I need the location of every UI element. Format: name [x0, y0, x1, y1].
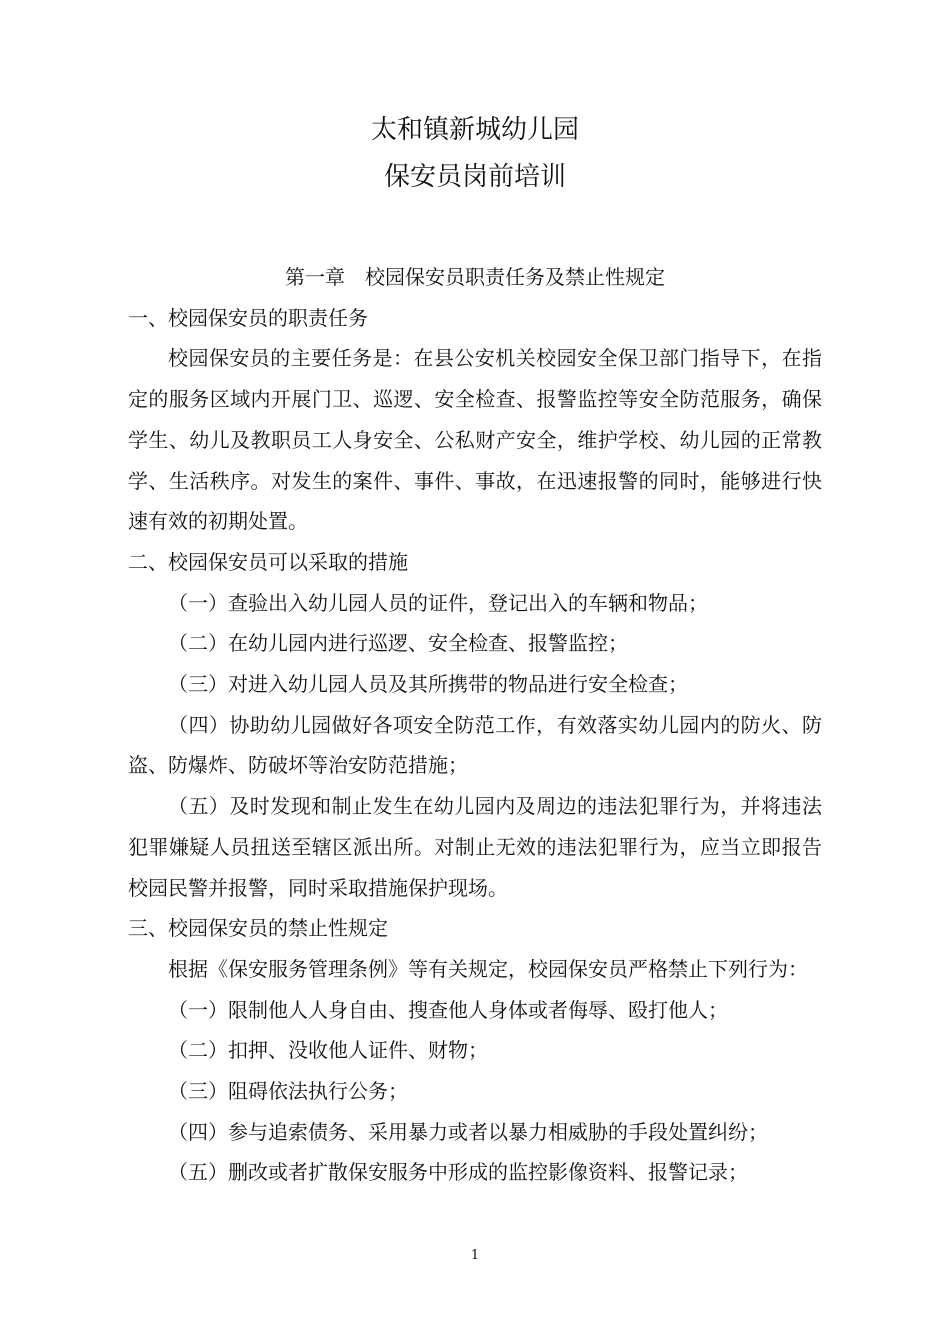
section-heading-3: 三、校园保安员的禁止性规定: [128, 916, 388, 941]
section-heading-1: 一、校园保安员的职责任务: [128, 305, 368, 330]
section-2-item-3: （三）对进入幼儿园人员及其所携带的物品进行安全检查；: [168, 672, 688, 697]
document-body: [128, 257, 822, 1193]
section-3-item-2: （二）扣押、没收他人证件、财物；: [168, 1038, 488, 1063]
section-1-paragraph: 校园保安员的主要任务是：在县公安机关校园安全保卫部门指导下，在指定的服务区域内开展门卫、巡逻、安全检查、报警监控等安全防范服务，确保学生、幼儿及教职员工人身安全、公私财产安全，维护学校、幼儿园的正常教学、生活秩序。对发生的案件、事件、事故，在迅速报警的同时，能够进行快速有效的初期处置。: [128, 346, 822, 534]
section-3-item-5: （五）删改或者扩散保安服务中形成的监控影像资料、报警记录；: [168, 1160, 748, 1185]
document-title-line-2: 保安员岗前培训: [383, 162, 566, 192]
section-3-item-3: （三）阻碍依法执行公务；: [168, 1079, 408, 1104]
section-3-item-4: （四）参与追索债务、采用暴力或者以暴力相威胁的手段处置纠纷；: [168, 1119, 768, 1144]
section-2-item-2: （二）在幼儿园内进行巡逻、安全检查、报警监控；: [168, 631, 628, 656]
section-3-item-1: （一）限制他人人身自由、搜查他人身体或者侮辱、殴打他人；: [168, 997, 728, 1022]
section-2-item-1: （一）查验出入幼儿园人员的证件，登记出入的车辆和物品；: [168, 590, 708, 615]
chapter-heading: 第一章 校园保安员职责任务及禁止性规定: [285, 265, 665, 289]
section-3-paragraph: 根据《保安服务管理条例》等有关规定，校园保安员严格禁止下列行为：: [168, 956, 808, 981]
page-number: 1: [470, 1248, 480, 1263]
section-2-item-5: （五）及时发现和制止发生在幼儿园内及周边的违法犯罪行为，并将违法犯罪嫌疑人员扭送至辖区派出所。对制止无效的违法犯罪行为，应当立即报告校园民警并报警，同时采取措施保护现场。: [128, 794, 822, 900]
section-2-item-4: （四）协助幼儿园做好各项安全防范工作，有效落实幼儿园内的防火、防盗、防爆炸、防破坏等治安防范措施；: [128, 712, 822, 778]
document-title-line-1: 太和镇新城幼儿园: [370, 115, 579, 145]
section-heading-2: 二、校园保安员可以采取的措施: [128, 549, 408, 574]
